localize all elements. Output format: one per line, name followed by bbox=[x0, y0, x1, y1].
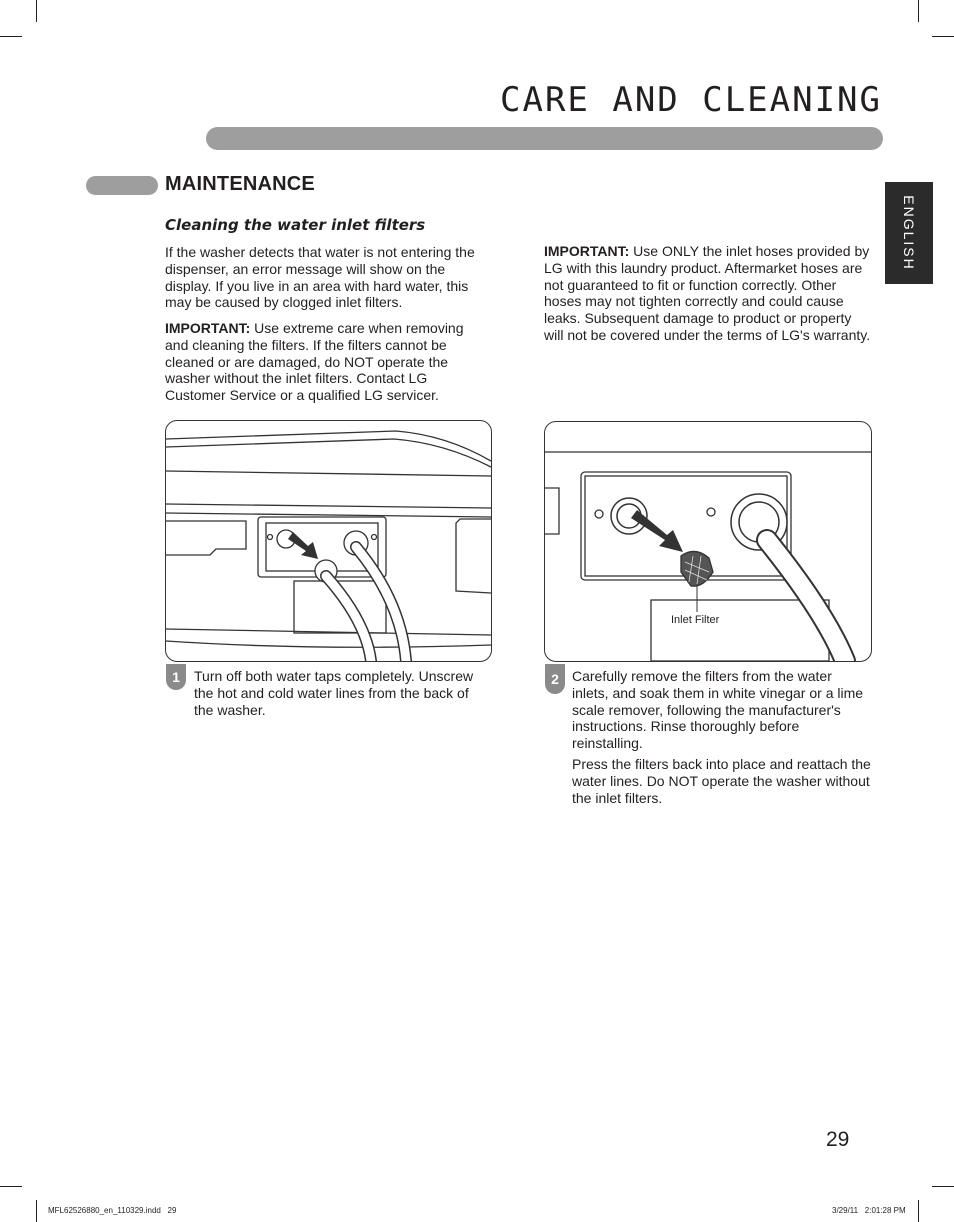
title-bar bbox=[206, 127, 883, 150]
step-2-badge: 2 bbox=[545, 664, 565, 694]
important-text: Use ONLY the inlet hoses provided by LG with this laundry product. Aftermarket hoses are not guaranteed to fit or function correctly. Other hoses may not tighten correctly and could cause leaks. Subsequent damage to product or property will not be covered under the terms of LG's warranty. bbox=[544, 243, 871, 343]
step-1-badge: 1 bbox=[166, 664, 186, 690]
step-1-text: Turn off both water taps completely. Unscrew the hot and cold water lines from the back of the washer. bbox=[194, 668, 474, 718]
language-tab-label: ENGLISH bbox=[901, 195, 917, 271]
page-number: 29 bbox=[826, 1128, 850, 1151]
crop-mark bbox=[918, 0, 919, 22]
intro-paragraph: If the washer detects that water is not entering the dispenser, an error message will show on the display. If you live in an area with hard water, this may be caused by clogged inlet filters. bbox=[165, 244, 475, 311]
crop-mark bbox=[932, 36, 954, 37]
section-heading: MAINTENANCE bbox=[165, 173, 315, 195]
inlet-filter-label: Inlet Filter bbox=[671, 614, 720, 626]
important-label: IMPORTANT: bbox=[165, 320, 251, 336]
step-2-text: Carefully remove the filters from the water inlets, and soak them in white vinegar or a lime scale remover, following the manufacturer's instructions. Rinse thoroughly before reinstalling. bbox=[572, 668, 864, 752]
section-pill bbox=[86, 176, 158, 195]
subheading: Cleaning the water inlet filters bbox=[165, 216, 426, 234]
step-2-text-continued: Press the filters back into place and reattach the water lines. Do NOT operate the washer without the inlet filters. bbox=[572, 756, 871, 806]
crop-mark bbox=[0, 1186, 22, 1187]
crop-mark bbox=[918, 1200, 919, 1222]
important-paragraph-right bbox=[544, 243, 872, 344]
figure-1-illustration bbox=[165, 420, 492, 662]
important-text: Use extreme care when removing and cleaning the filters. If the filters cannot be cleaned or are damaged, do NOT operate the washer without the inlet filters. Contact LG Customer Service or a qualified LG servicer. bbox=[165, 320, 464, 404]
important-paragraph-left bbox=[165, 320, 487, 404]
crop-mark bbox=[932, 1186, 954, 1187]
crop-mark bbox=[36, 0, 37, 22]
crop-mark bbox=[0, 36, 22, 37]
page-title: CARE AND CLEANING bbox=[500, 80, 882, 120]
important-label: IMPORTANT: bbox=[544, 243, 630, 259]
washer-back-illustration bbox=[166, 421, 491, 661]
file-slug: MFL62526880_en_110329.indd 29 bbox=[48, 1206, 177, 1215]
crop-mark bbox=[36, 1200, 37, 1222]
timestamp: 3/29/11 2:01:28 PM bbox=[832, 1206, 906, 1215]
